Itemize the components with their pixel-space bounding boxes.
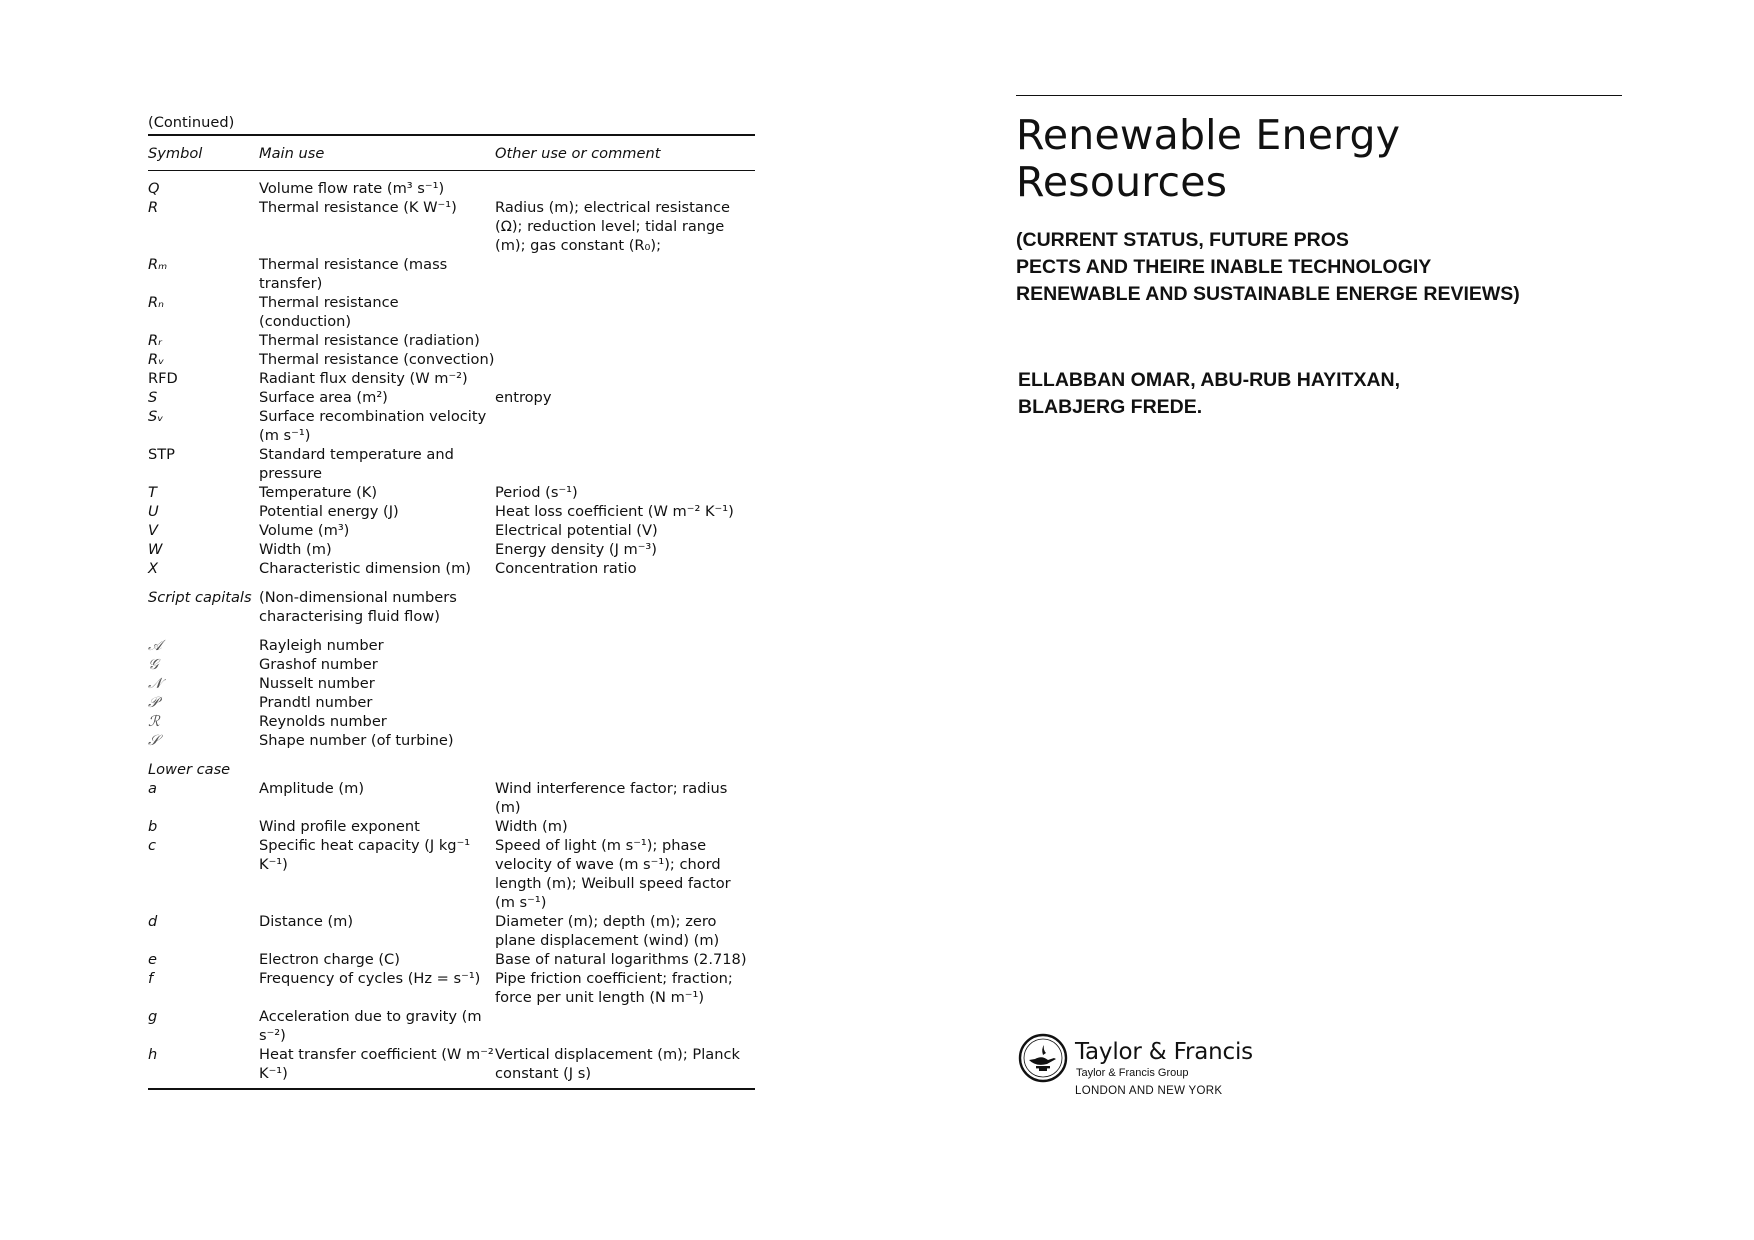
symbol-cell: V — [148, 522, 158, 539]
symbol-cell: W — [148, 541, 163, 558]
symbol-cell: Rₘ — [148, 256, 168, 273]
other-use-cell — [495, 445, 755, 483]
table-row — [148, 779, 755, 817]
table-row — [148, 331, 755, 350]
table-row — [148, 559, 755, 578]
main-use-cell: Thermal resistance (convection) — [259, 351, 495, 368]
main-use-cell: Grashof number — [259, 656, 378, 673]
table-row — [148, 369, 755, 388]
main-use-cell: Standard temperature and pressure — [259, 446, 454, 482]
table-row — [148, 540, 755, 559]
main-use-cell: Thermal resistance (radiation) — [259, 332, 480, 349]
table-row — [148, 255, 755, 293]
table-row — [148, 521, 755, 540]
main-use-cell: Width (m) — [259, 541, 332, 558]
table-row — [148, 350, 755, 369]
other-use-cell: Vertical displacement (m); Planck constant (J s) — [495, 1046, 740, 1082]
table-row — [148, 1045, 755, 1089]
other-use-cell — [495, 712, 755, 731]
symbol-cell: h — [148, 1046, 158, 1063]
header-symbol: Symbol — [148, 145, 203, 162]
main-use-cell: Volume (m³) — [259, 522, 350, 539]
subtitle-line: (CURRENT STATUS, FUTURE PROS — [1016, 229, 1349, 251]
other-use-cell — [495, 578, 755, 626]
main-use-cell: Wind profile exponent — [259, 818, 420, 835]
symbol-cell: R — [148, 199, 159, 216]
section-heading: Script capitals — [148, 589, 252, 606]
continued-label: (Continued) — [148, 114, 235, 131]
main-use-cell: Thermal resistance (mass transfer) — [259, 256, 448, 292]
table-row — [148, 712, 755, 731]
main-use-cell: Distance (m) — [259, 913, 354, 930]
symbol-cell: Sᵥ — [148, 408, 164, 425]
main-use-cell: Specific heat capacity (J kg⁻¹ K⁻¹) — [259, 837, 471, 873]
symbol-cell: 𝒫 — [148, 694, 159, 711]
book-title-line: Resources — [1016, 158, 1228, 206]
table-row — [148, 502, 755, 521]
header-other-use: Other use or comment — [495, 145, 661, 162]
taylor-francis-lamp-icon — [1018, 1033, 1068, 1083]
subtitle-line: PECTS AND THEIRE INABLE TECHNOLOGIY — [1016, 256, 1432, 278]
author-line: BLABJERG FREDE. — [1018, 396, 1203, 418]
table-header-row — [148, 135, 755, 171]
book-title — [1016, 112, 1622, 206]
main-use-cell: Frequency of cycles (Hz = s⁻¹) — [259, 970, 481, 987]
other-use-cell: Width (m) — [495, 818, 568, 835]
main-use-cell: Volume flow rate (m³ s⁻¹) — [259, 180, 445, 197]
symbol-cell: e — [148, 951, 157, 968]
main-use-cell: Surface area (m²) — [259, 389, 388, 406]
symbol-cell: Rₙ — [148, 294, 164, 311]
main-use-cell: Prandtl number — [259, 694, 373, 711]
symbol-cell: U — [148, 503, 159, 520]
table-row — [148, 1007, 755, 1045]
main-use-cell: Heat transfer coefficient (W m⁻² K⁻¹) — [259, 1046, 494, 1082]
other-use-cell: Radius (m); electrical resistance (Ω); reduction level; tidal range (m); gas constant (R₀); — [495, 199, 731, 254]
symbol-cell: 𝒮 — [148, 732, 160, 749]
main-use-cell: Surface recombination velocity (m s⁻¹) — [259, 408, 487, 444]
table-row — [148, 950, 755, 969]
main-use-cell: Thermal resistance (K W⁻¹) — [259, 199, 457, 216]
other-use-cell — [495, 331, 755, 350]
table-row — [148, 969, 755, 1007]
main-use-cell: Characteristic dimension (m) — [259, 560, 471, 577]
table-row — [148, 655, 755, 674]
symbol-table-page — [148, 112, 755, 1090]
main-use-cell: Amplitude (m) — [259, 780, 365, 797]
other-use-cell: entropy — [495, 389, 552, 406]
symbol-cell: Q — [148, 180, 160, 197]
section-heading-row — [148, 578, 755, 626]
other-use-cell: Period (s⁻¹) — [495, 484, 578, 501]
section-heading: Lower case — [148, 761, 231, 778]
symbol-cell: 𝒢 — [148, 656, 159, 673]
other-use-cell: Diameter (m); depth (m); zero plane displacement (wind) (m) — [495, 913, 720, 949]
other-use-cell: Base of natural logarithms (2.718) — [495, 951, 747, 968]
table-row — [148, 693, 755, 712]
table-row — [148, 731, 755, 750]
title-rule — [1016, 95, 1622, 96]
book-authors — [1018, 367, 1624, 421]
table-row — [148, 817, 755, 836]
symbol-cell: 𝒜 — [148, 637, 162, 654]
other-use-cell — [495, 350, 755, 369]
other-use-cell: Pipe friction coefficient; fraction; force per unit length (N m⁻¹) — [495, 970, 733, 1006]
publisher-cities: LONDON AND NEW YORK — [1075, 1085, 1223, 1097]
table-row — [148, 293, 755, 331]
main-use-cell: Nusselt number — [259, 675, 375, 692]
table-row — [148, 388, 755, 407]
other-use-cell — [495, 674, 755, 693]
symbol-cell: g — [148, 1008, 158, 1025]
main-use-cell: Acceleration due to gravity (m s⁻²) — [259, 1008, 482, 1044]
symbol-cell: Rᵥ — [148, 351, 165, 368]
table-row — [148, 171, 755, 199]
symbol-cell: b — [148, 818, 158, 835]
other-use-cell — [495, 293, 755, 331]
other-use-cell — [495, 255, 755, 293]
table-row — [148, 626, 755, 655]
table-row — [148, 674, 755, 693]
main-use-cell: Thermal resistance (conduction) — [259, 294, 399, 330]
symbol-cell: ℛ — [148, 713, 160, 730]
symbol-cell: d — [148, 913, 158, 930]
main-use-cell: Rayleigh number — [259, 637, 384, 654]
other-use-cell — [495, 626, 755, 655]
publisher-group: Taylor & Francis Group — [1076, 1067, 1189, 1079]
symbol-cell: c — [148, 837, 157, 854]
other-use-cell — [495, 369, 755, 388]
author-line: ELLABBAN OMAR, ABU-RUB HAYITXAN, — [1018, 369, 1401, 391]
other-use-cell — [495, 171, 755, 199]
table-row — [148, 445, 755, 483]
other-use-cell — [495, 731, 755, 750]
book-title-line: Renewable Energy — [1016, 111, 1401, 159]
symbol-cell: RFD — [148, 370, 178, 387]
main-use-cell: Shape number (of turbine) — [259, 732, 454, 749]
other-use-cell — [495, 407, 755, 445]
other-use-cell: Energy density (J m⁻³) — [495, 541, 657, 558]
symbol-cell: f — [148, 970, 154, 987]
symbol-table — [148, 134, 755, 1090]
other-use-cell: Heat loss coefficient (W m⁻² K⁻¹) — [495, 503, 734, 520]
table-row — [148, 407, 755, 445]
table-row — [148, 836, 755, 912]
table-row — [148, 198, 755, 255]
symbol-cell: STP — [148, 446, 175, 463]
main-use-cell: Reynolds number — [259, 713, 387, 730]
table-row — [148, 483, 755, 502]
book-subtitle — [1016, 227, 1622, 308]
section-heading-row — [148, 750, 755, 779]
symbol-cell: X — [148, 560, 158, 577]
other-use-cell: Wind interference factor; radius (m) — [495, 780, 728, 816]
other-use-cell — [495, 1007, 755, 1045]
main-use-cell: (Non-dimensional numbers characterising fluid flow) — [259, 589, 457, 625]
main-use-cell: Radiant flux density (W m⁻²) — [259, 370, 468, 387]
main-use-cell: Temperature (K) — [259, 484, 378, 501]
other-use-cell — [495, 693, 755, 712]
symbol-cell: a — [148, 780, 157, 797]
other-use-cell: Speed of light (m s⁻¹); phase velocity of wave (m s⁻¹); chord length (m); Weibull speed factor (m s⁻¹) — [495, 837, 731, 911]
other-use-cell: Electrical potential (V) — [495, 522, 658, 539]
publisher-name: Taylor & Francis — [1075, 1039, 1253, 1065]
subtitle-line: RENEWABLE AND SUSTAINABLE ENERGE REVIEWS) — [1016, 283, 1520, 305]
symbol-cell: Rᵣ — [148, 332, 162, 349]
symbol-cell: 𝒩 — [148, 675, 162, 692]
symbol-cell: T — [148, 484, 157, 501]
publisher-block — [1018, 1033, 1318, 1093]
main-use-cell: Potential energy (J) — [259, 503, 399, 520]
main-use-cell: Electron charge (C) — [259, 951, 400, 968]
symbol-cell: S — [148, 389, 158, 406]
header-main-use: Main use — [259, 145, 325, 162]
other-use-cell — [495, 655, 755, 674]
table-row — [148, 912, 755, 950]
other-use-cell: Concentration ratio — [495, 560, 637, 577]
